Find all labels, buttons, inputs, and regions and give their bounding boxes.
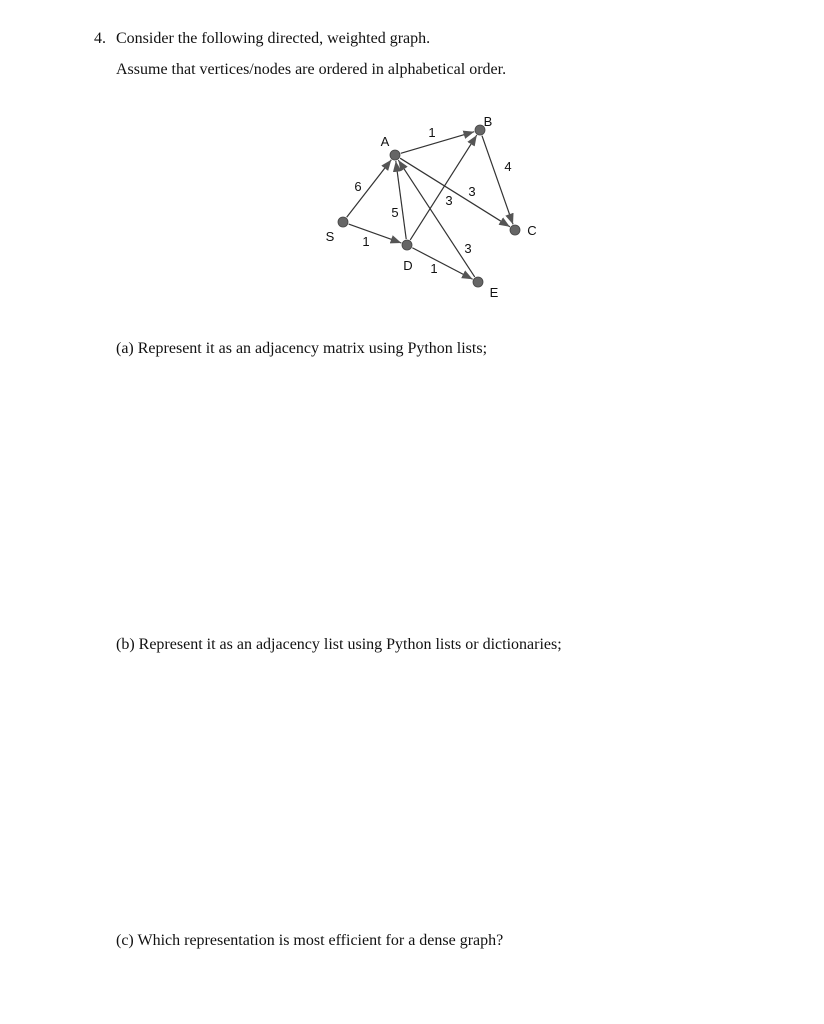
node-label-D: D bbox=[403, 258, 413, 273]
node-label-C: C bbox=[527, 223, 537, 238]
node-S bbox=[338, 217, 348, 227]
edge-A-B bbox=[401, 132, 474, 154]
node-label-S: S bbox=[325, 229, 335, 244]
edge-weight-D-A: 5 bbox=[391, 205, 399, 220]
node-label-A: A bbox=[380, 134, 390, 149]
part-c: (c) Which representation is most efficient for a dense graph? bbox=[116, 932, 504, 949]
edge-B-C bbox=[482, 136, 513, 225]
question-number: 4. bbox=[94, 30, 106, 47]
directed-weighted-graph bbox=[0, 0, 824, 320]
node-A bbox=[390, 150, 400, 160]
node-D bbox=[402, 240, 412, 250]
node-label-B: B bbox=[483, 114, 493, 129]
node-C bbox=[510, 225, 520, 235]
node-E bbox=[473, 277, 483, 287]
edge-weight-S-A: 6 bbox=[354, 179, 362, 194]
question-assumption: Assume that vertices/nodes are ordered in alphabetical order. bbox=[116, 61, 507, 78]
edge-weight-D-B: 3 bbox=[445, 193, 453, 208]
edge-D-B bbox=[410, 135, 477, 240]
part-a: (a) Represent it as an adjacency matrix using Python lists; bbox=[116, 340, 488, 357]
part-b: (b) Represent it as an adjacency list using Python lists or dictionaries; bbox=[116, 636, 562, 653]
edge-S-A bbox=[347, 160, 392, 218]
edge-weight-D-E: 1 bbox=[430, 261, 438, 276]
node-label-E: E bbox=[489, 285, 499, 300]
edge-weight-B-C: 4 bbox=[504, 159, 512, 174]
edge-weight-A-C: 3 bbox=[468, 184, 476, 199]
edge-S-D bbox=[349, 224, 402, 243]
edge-weight-S-D: 1 bbox=[362, 234, 370, 249]
edge-D-A bbox=[396, 161, 406, 239]
edge-weight-A-B: 1 bbox=[428, 125, 436, 140]
question-text: Consider the following directed, weighted graph. bbox=[116, 30, 431, 47]
edge-weight-E-A: 3 bbox=[464, 241, 472, 256]
